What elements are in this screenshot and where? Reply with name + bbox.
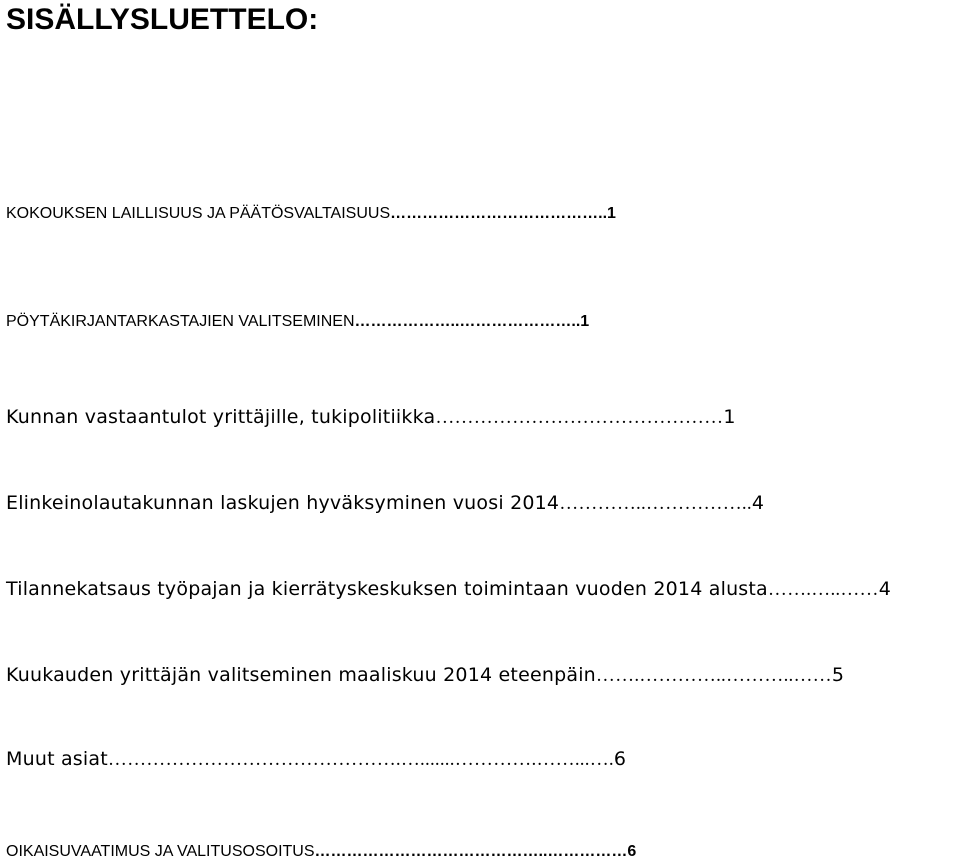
toc-leader-dots: …………………………………..: [390, 205, 608, 222]
toc-page-number: 1: [580, 313, 590, 330]
toc-page-number: 6: [627, 843, 637, 860]
toc-entry-text: Tilannekatsaus työpajan ja kierrätyskeskuksen toimintaan vuoden 2014 alusta: [6, 578, 768, 600]
toc-page-number: 1: [723, 406, 736, 428]
toc-entry-text: Muut asiat: [6, 748, 108, 770]
toc-leader-dots: ……………………………………..……………: [314, 843, 628, 860]
toc-entry: [6, 491, 764, 516]
toc-entry-text: Kunnan vastaantulot yrittäjille, tukipolitiikka: [6, 406, 436, 428]
toc-page-number: 5: [831, 664, 845, 686]
toc-leader-dots: ……………………………………….….......………….……...….: [107, 749, 614, 770]
toc-entry: [6, 747, 626, 772]
toc-leader-dots: ………………..…………………..: [354, 313, 581, 330]
toc-page-number: 4: [751, 492, 765, 514]
toc-leader-dots: …….…..……: [767, 579, 879, 600]
toc-page-number: 4: [878, 578, 892, 600]
toc-entry: [6, 663, 844, 688]
toc-leader-dots: …………..……………..: [559, 493, 752, 514]
toc-page-number: 6: [613, 748, 627, 770]
toc-page-number: 1: [607, 205, 616, 222]
toc-leader-dots: ………………………………………: [435, 407, 724, 428]
toc-entry: [6, 842, 636, 862]
toc-entry: [6, 405, 736, 430]
toc-entry-text: OIKAISUVAATIMUS JA VALITUSOSOITUS: [6, 843, 315, 860]
toc-entry: [6, 204, 616, 224]
toc-entry-text: PÖYTÄKIRJANTARKASTAJIEN VALITSEMINEN: [6, 313, 355, 330]
toc-leader-dots: …….…………..………..……: [595, 665, 832, 686]
page-title: SISÄLLYSLUETTELO:: [6, 3, 319, 36]
toc-entry: [6, 312, 589, 332]
toc-entry: [6, 577, 891, 602]
toc-entry-text: KOKOUKSEN LAILLISUUS JA PÄÄTÖSVALTAISUUS: [6, 205, 391, 222]
toc-entry-text: Kuukauden yrittäjän valitseminen maaliskuu 2014 eteenpäin: [6, 664, 596, 686]
toc-entry-text: Elinkeinolautakunnan laskujen hyväksyminen vuosi 2014: [6, 492, 560, 514]
